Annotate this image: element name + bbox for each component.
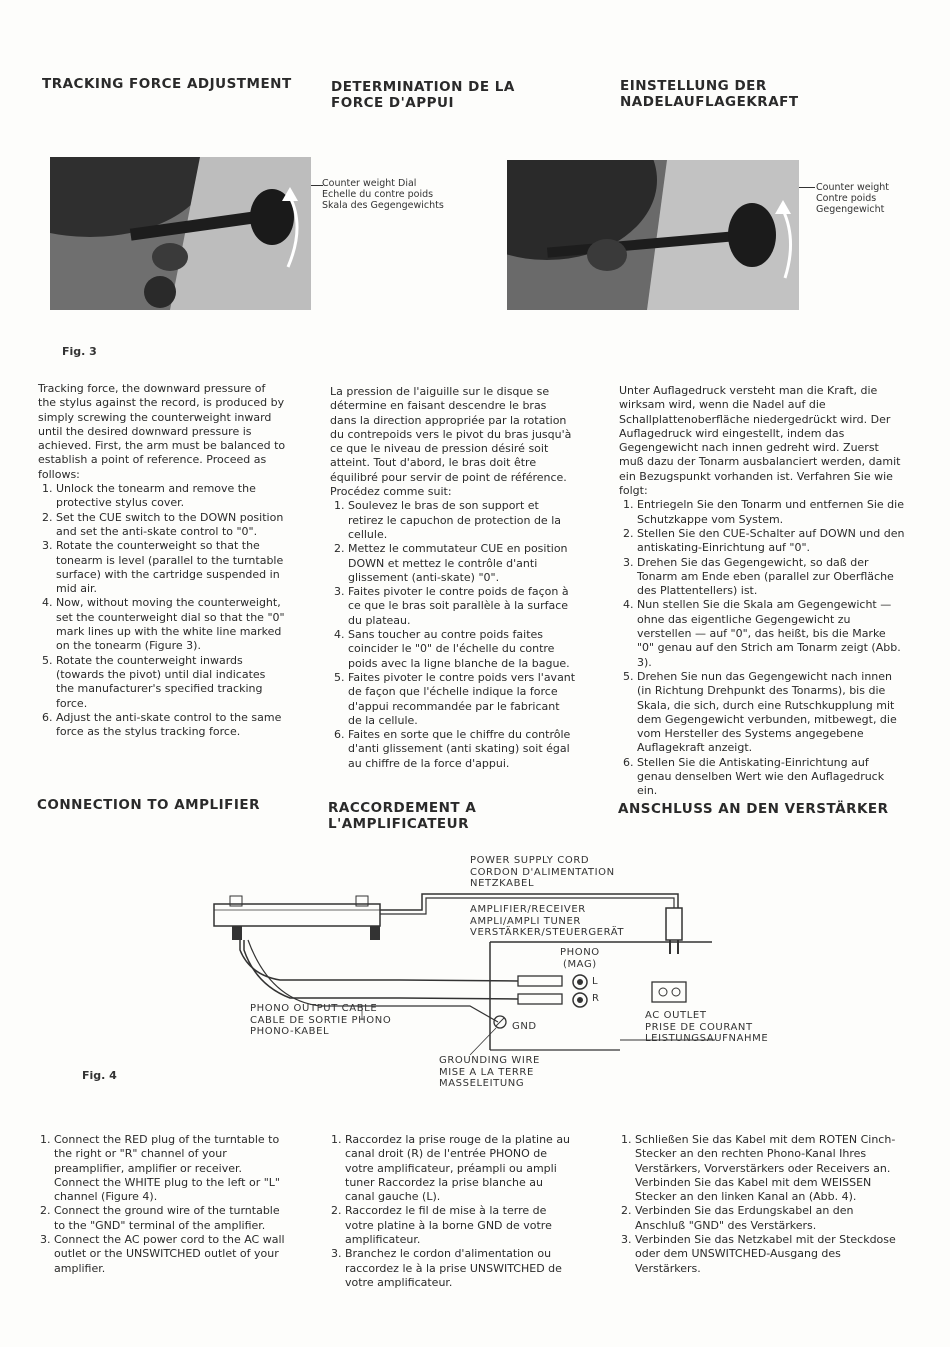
caption-counterweight-de: Gegengewicht [816, 204, 885, 215]
tonearm-photo-left [50, 157, 311, 310]
caption-counterweight-dial-de: Skala des Gegengewichts [322, 200, 444, 211]
label-phono [560, 947, 600, 970]
label-amplifier-fr: AMPLI/AMPLI TUNER [470, 915, 581, 927]
tracking-step-en-5: 5. Rotate the counterweight inwards (towards the pivot) until dial indicates the manufacturer's specified tracking force. [56, 654, 286, 711]
tracking-intro-en: Tracking force, the downward pressure of the stylus against the record, is produced by simply screwing the counterweight inward until the desired downward pressure is achieved. First, the arm must be balanced to establish a point of reference. Proceed as follows: [38, 382, 286, 481]
caption-counterweight-en: Counter weight [816, 182, 890, 193]
tracking-step-fr-1: 1. Soulevez le bras de son support et retirez le capuchon de protection de la cellule. [348, 499, 576, 542]
connection-column-de [617, 1133, 904, 1276]
tracking-step-de-5: 5. Drehen Sie nun das Gegengewicht nach innen (in Richtung Drehpunkt des Tonarms), bis die Skala, die sich, durch eine Rutschkupplung mit dem Gegengewicht verbunden, mitbewegt, die vom Hersteller des Systems angegebene Auflagekraft anzeigt. [637, 670, 905, 756]
tracking-intro-de: Unter Auflagedruck versteht man die Kraft, die wirksam wird, wenn die Nadel auf die Schallplattenoberfläche niedergedrückt wird. Der Auflagedruck wird eingestellt, indem das Gegengewicht nach innen gedreht wird. Zuerst muß dazu der Tonarm ausbalanciert werden, damit ein Bezugspunkt vorhanden ist. Verfahren Sie wie folgt: [619, 384, 901, 498]
turntable-plinth [214, 904, 380, 926]
tracking-step-en-4: 4. Now, without moving the counterweight, set the counterweight dial so that the "0" mark lines up with the white line marked on the tonearm (Figure 3). [56, 596, 286, 653]
label-ground-wire [439, 1055, 540, 1090]
tracking-steps-en [38, 482, 286, 739]
tracking-step-fr-6: 6. Faites en sorte que le chiffre du contrôle d'anti glissement (anti skating) soit égal au chiffre de la force d'appui. [348, 728, 576, 771]
connection-step-de-3: 3. Verbinden Sie das Netzkabel mit der Steckdose oder dem UNSWITCHED-Ausgang des Verstärkers. [635, 1233, 904, 1276]
heading-tracking-en: TRACKING FORCE ADJUSTMENT [42, 76, 292, 92]
label-amplifier [470, 904, 624, 939]
tracking-column-fr [330, 385, 576, 771]
tracking-step-fr-5: 5. Faites pivoter le contre poids vers l'avant de façon que l'échelle indique la force d'appui recommandée par le fabricant de la cellule. [348, 671, 576, 728]
label-ac-outlet [645, 1010, 768, 1045]
tracking-steps-de [619, 498, 905, 798]
tracking-step-fr-2: 2. Mettez le commutateur CUE en position DOWN et mettez le contrôle d'anti glissement (anti-skate) "0". [348, 542, 576, 585]
label-l: L [592, 976, 599, 987]
tonearm-illustration-left [50, 157, 311, 310]
connection-column-fr [327, 1133, 575, 1290]
heading-tracking-de-line1: EINSTELLUNG DER [620, 78, 767, 94]
heading-connection-fr-line1: RACCORDEMENT A [328, 800, 477, 816]
ac-outlet [652, 982, 686, 1002]
label-phono-cable-fr: CABLE DE SORTIE PHONO [250, 1014, 392, 1026]
label-phono-cable-de: PHONO-KABEL [250, 1026, 330, 1037]
connection-step-fr-2: 2. Raccordez le fil de mise à la terre de votre platine à la borne GND de votre amplificateur. [345, 1204, 575, 1247]
tracking-step-en-3: 3. Rotate the counterweight so that the tonearm is level (parallel to the turntable surface) with the cartridge suspended in mid air. [56, 539, 286, 596]
tracking-step-de-6: 6. Stellen Sie die Antiskating-Einrichtung auf genau denselben Wert wie den Auflagedruck ein. [637, 756, 905, 799]
tracking-step-de-3: 3. Drehen Sie das Gegengewicht, so daß der Tonarm am Ende eben (parallel zur Oberfläche des Plattentellers) ist. [637, 556, 905, 599]
heading-connection-de: ANSCHLUSS AN DEN VERSTÄRKER [618, 801, 889, 817]
tracking-step-en-2: 2. Set the CUE switch to the DOWN position and set the anti-skate control to "0". [56, 511, 286, 540]
tracking-step-en-1: 1. Unlock the tonearm and remove the protective stylus cover. [56, 482, 286, 511]
phono-cable [240, 940, 518, 981]
fig3-left-caption [322, 178, 444, 211]
connection-step-en-2: 2. Connect the ground wire of the turntable to the "GND" terminal of the amplifier. [54, 1204, 286, 1233]
tracking-step-de-1: 1. Entriegeln Sie den Tonarm und entfernen Sie die Schutzkappe vom System. [637, 498, 905, 527]
caption-counterweight-dial-fr: Echelle du contre poids [322, 189, 434, 200]
fig4-label: Fig. 4 [82, 1069, 117, 1082]
label-power-cord-fr: CORDON D'ALIMENTATION [470, 866, 615, 878]
fig3-label: Fig. 3 [62, 345, 97, 358]
rca-plug-red [518, 994, 562, 1004]
label-amplifier-en: AMPLIFIER/RECEIVER [470, 904, 586, 915]
label-phono-cable [250, 1003, 391, 1038]
label-ground-wire-de: MASSELEITUNG [439, 1078, 525, 1089]
label-r: R [592, 993, 600, 1004]
heading-tracking-fr: DETERMINATION DE LA FORCE D'APPUI [331, 79, 515, 111]
tracking-step-de-2: 2. Stellen Sie den CUE-Schalter auf DOWN und den antiskating-Einrichtung auf "0". [637, 527, 905, 556]
label-ac-outlet-fr: PRISE DE COURANT [645, 1021, 753, 1033]
label-ground-wire-en: GROUNDING WIRE [439, 1055, 540, 1066]
connection-step-fr-3: 3. Branchez le cordon d'alimentation ou raccordez le à la prise UNSWITCHED de votre amplificateur. [345, 1247, 575, 1290]
callout-line-right [799, 187, 815, 188]
heading-connection-fr [328, 800, 476, 832]
connection-steps-en [36, 1133, 286, 1276]
label-power-cord-en: POWER SUPPLY CORD [470, 855, 590, 866]
heading-connection-fr-line2: L'AMPLIFICATEUR [328, 816, 469, 832]
connection-column-en [36, 1133, 286, 1276]
tracking-step-en-6: 6. Adjust the anti-skate control to the same force as the stylus tracking force. [56, 711, 286, 740]
rca-plug-white [518, 976, 562, 986]
connection-step-de-1: 1. Schließen Sie das Kabel mit dem ROTEN Cinch-Stecker an den rechten Phono-Kanal Ihres Verstärkers, Vorverstärkers oder Receivers an. Verbinden Sie das Kabel mit dem WEISSEN Stecker an den linken Kanal an (Abb. 4). [635, 1133, 904, 1204]
label-phono-name: PHONO [560, 947, 600, 958]
heading-connection-en: CONNECTION TO AMPLIFIER [37, 797, 260, 813]
tonearm-illustration-right [507, 160, 799, 310]
label-phono-cable-en: PHONO OUTPUT CABLE [250, 1003, 378, 1014]
connection-step-fr-1: 1. Raccordez la prise rouge de la platine au canal droit (R) de l'entrée PHONO de votre amplificateur, préampli ou ampli tuner Raccordez la prise blanche au canal gauche (L). [345, 1133, 575, 1204]
turntable-foot-right [370, 926, 380, 940]
turntable-foot-left [232, 926, 242, 940]
label-ac-outlet-de: LEISTUNGSAUFNAHME [645, 1033, 769, 1044]
label-power-cord [470, 855, 615, 890]
tracking-step-fr-3: 3. Faites pivoter le contre poids de façon à ce que le bras soit parallèle à la surface du plateau. [348, 585, 576, 628]
connection-steps-fr [327, 1133, 575, 1290]
label-power-cord-de: NETZKABEL [470, 878, 535, 889]
power-plug [666, 908, 682, 940]
heading-tracking-de-line2: NADELAUFLAGEKRAFT [620, 94, 799, 110]
caption-counterweight-dial-en: Counter weight Dial [322, 178, 417, 189]
connection-step-en-3: 3. Connect the AC power cord to the AC wall outlet or the UNSWITCHED outlet of your amplifier. [54, 1233, 286, 1276]
tracking-intro-fr: La pression de l'aiguille sur le disque se détermine en faisant descendre le bras dans la direction appropriée par la rotation du contrepoids vers le pivot du bras jusqu'à ce que le niveau de pression désiré soit atteint. Tout d'abord, le bras doit être équilibré pour servir de point de référence. Procédez comme suit: [330, 385, 572, 499]
tracking-column-en [38, 382, 286, 739]
connection-step-de-2: 2. Verbinden Sie das Erdungskabel an den Anschluß "GND" des Verstärkers. [635, 1204, 904, 1233]
tracking-column-de [619, 384, 905, 799]
tracking-step-de-4: 4. Nun stellen Sie die Skala am Gegengewicht — ohne das eigentliche Gegengewicht zu verstellen — auf "0", das heißt, bis die Marke "0" genau auf den Strich am Tonarm zeigt (Abb. 3). [637, 598, 905, 669]
connection-step-en-1: 1. Connect the RED plug of the turntable to the right or "R" channel of your preamplifier, amplifier or receiver. Connect the WHITE plug to the left or "L" channel (Figure 4). [54, 1133, 286, 1204]
fig3-right-caption [816, 182, 889, 215]
label-amplifier-de: VERSTÄRKER/STEUERGERÄT [470, 927, 625, 938]
caption-counterweight-fr: Contre poids [816, 193, 877, 204]
heading-tracking-de [620, 78, 799, 110]
label-ground-wire-fr: MISE A LA TERRE [439, 1066, 534, 1078]
label-phono-mag: (MAG) [562, 958, 597, 970]
label-gnd: GND [512, 1021, 537, 1032]
tonearm-photo-right [507, 160, 799, 310]
connection-steps-de [617, 1133, 904, 1276]
label-ac-outlet-en: AC OUTLET [645, 1010, 707, 1021]
tracking-steps-fr [330, 499, 576, 771]
tracking-step-fr-4: 4. Sans toucher au contre poids faites coincider le "0" de l'échelle du contre poids avec la ligne blanche de la bague. [348, 628, 576, 671]
